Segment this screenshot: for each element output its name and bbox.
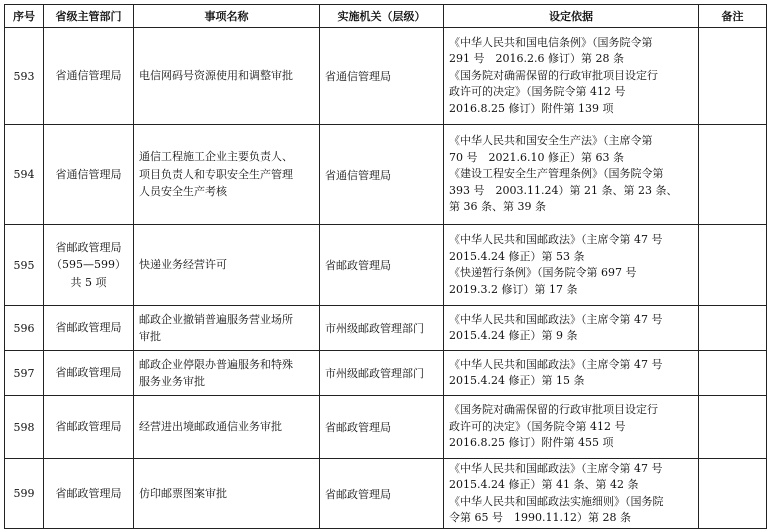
basis-line: 70 号 2021.6.10 修正）第 63 条	[449, 150, 624, 164]
row-name	[134, 396, 320, 459]
name-line: 快递业务经营许可	[139, 258, 227, 272]
row-dept	[44, 459, 134, 529]
dept-line: 省邮政管理局	[55, 486, 122, 500]
table-row	[5, 459, 767, 529]
dept-line: 共 5 项	[70, 275, 107, 289]
basis-line: 《中华人民共和国安全生产法》（主席令第	[449, 134, 653, 148]
row-note	[699, 351, 767, 396]
row-name	[134, 306, 320, 351]
name-line: 服务业务审批	[139, 375, 205, 388]
basis-line: 《国务院对确需保留的行政审批项目设定行	[449, 68, 658, 82]
row-no: 598	[5, 396, 44, 459]
table-row	[5, 225, 767, 306]
header-note: 备注	[699, 5, 767, 28]
row-org: 省通信管理局	[320, 125, 444, 225]
name-line: 邮政企业停限办普遍服务和特殊	[139, 357, 293, 371]
basis-line: 第 36 条、第 39 条	[449, 200, 546, 214]
row-dept	[44, 306, 134, 351]
row-name	[134, 351, 320, 396]
row-no: 597	[5, 351, 44, 396]
row-note	[699, 459, 767, 529]
row-org: 市州级邮政管理部门	[320, 351, 444, 396]
basis-line: 《快递暂行条例》（国务院令第 697 号	[449, 266, 637, 279]
row-name	[134, 125, 320, 225]
row-dept	[44, 225, 134, 306]
row-org: 省通信管理局	[320, 28, 444, 125]
basis-line: 《国务院对确需保留的行政审批项目设定行	[449, 403, 658, 417]
basis-line: 2015.4.24 修正）第 9 条	[449, 329, 578, 342]
row-no: 599	[5, 459, 44, 529]
row-basis	[444, 396, 699, 459]
header-dept: 省级主管部门	[44, 5, 134, 28]
row-basis	[444, 306, 699, 351]
header-name: 事项名称	[134, 5, 320, 28]
basis-line: 令第 65 号 1990.11.12）第 28 条	[449, 511, 631, 524]
table-row	[5, 125, 767, 225]
row-note	[699, 28, 767, 125]
dept-line: （595—599）	[51, 258, 126, 272]
row-basis	[444, 351, 699, 396]
dept-line: 省邮政管理局	[55, 240, 122, 254]
table-row	[5, 306, 767, 351]
dept-line: 省通信管理局	[55, 167, 122, 181]
row-note	[699, 306, 767, 351]
basis-line: 2016.8.25 修订）附件第 139 项	[449, 101, 614, 115]
row-basis	[444, 125, 699, 225]
basis-line: 《中华人民共和国邮政法》（主席令第 47 号	[449, 233, 663, 246]
approval-items-table	[4, 4, 767, 529]
row-dept	[44, 351, 134, 396]
row-dept	[44, 28, 134, 125]
dept-line: 省邮政管理局	[55, 366, 122, 380]
basis-line: 《中华人民共和国邮政法》（主席令第 47 号	[449, 357, 663, 371]
dept-line: 省邮政管理局	[55, 420, 122, 434]
row-basis	[444, 459, 699, 529]
basis-line: 2015.4.24 修正）第 41 条、第 42 条	[449, 478, 639, 491]
basis-line: 2015.4.24 修正）第 53 条	[449, 249, 585, 263]
basis-line: 政许可的决定》（国务院令第 412 号	[449, 85, 626, 99]
row-note	[699, 125, 767, 225]
table-row	[5, 351, 767, 396]
row-name	[134, 28, 320, 125]
row-basis	[444, 28, 699, 125]
dept-line: 省通信管理局	[55, 69, 122, 83]
name-line: 电信网码号资源使用和调整审批	[139, 69, 293, 83]
table-row	[5, 396, 767, 459]
row-note	[699, 225, 767, 306]
name-line: 项目负责人和专职安全生产管理	[139, 167, 293, 181]
basis-line: 《中华人民共和国电信条例》（国务院令第	[449, 35, 653, 49]
name-line: 邮政企业撤销普遍服务营业场所	[139, 312, 293, 326]
row-no: 596	[5, 306, 44, 351]
name-line: 人员安全生产考核	[139, 185, 227, 199]
row-org: 省邮政管理局	[320, 396, 444, 459]
name-line: 通信工程施工企业主要负责人、	[139, 150, 293, 164]
header-no: 序号	[5, 5, 44, 28]
basis-line: 《中华人民共和国邮政法实施细则》（国务院	[449, 494, 664, 508]
basis-line: 393 号 2003.11.24）第 21 条、第 23 条、	[449, 183, 678, 197]
basis-line: 291 号 2016.2.6 修订）第 28 条	[449, 52, 624, 66]
basis-line: 2016.8.25 修订）附件第 455 项	[449, 436, 614, 450]
row-no: 594	[5, 125, 44, 225]
basis-line: 《建设工程安全生产管理条例》（国务院令第	[449, 167, 664, 181]
name-line: 仿印邮票图案审批	[139, 486, 227, 500]
header-basis: 设定依据	[444, 5, 699, 28]
row-name	[134, 459, 320, 529]
dept-line: 省邮政管理局	[55, 321, 122, 335]
row-dept	[44, 125, 134, 225]
name-line: 经营进出境邮政通信业务审批	[139, 420, 282, 434]
row-basis	[444, 225, 699, 306]
table-header-row	[5, 5, 767, 28]
row-org: 省邮政管理局	[320, 459, 444, 529]
row-no: 593	[5, 28, 44, 125]
row-dept	[44, 396, 134, 459]
name-line: 审批	[139, 330, 161, 343]
basis-line: 《中华人民共和国邮政法》（主席令第 47 号	[449, 461, 663, 475]
row-org: 省邮政管理局	[320, 225, 444, 306]
table-row	[5, 28, 767, 125]
row-no: 595	[5, 225, 44, 306]
basis-line: 政许可的决定》（国务院令第 412 号	[449, 419, 626, 433]
row-name	[134, 225, 320, 306]
basis-line: 2019.3.2 修订）第 17 条	[449, 282, 578, 296]
row-org: 市州级邮政管理部门	[320, 306, 444, 351]
basis-line: 《中华人民共和国邮政法》（主席令第 47 号	[449, 312, 663, 326]
header-org: 实施机关（层级）	[320, 5, 444, 28]
basis-line: 2015.4.24 修正）第 15 条	[449, 374, 585, 387]
row-note	[699, 396, 767, 459]
